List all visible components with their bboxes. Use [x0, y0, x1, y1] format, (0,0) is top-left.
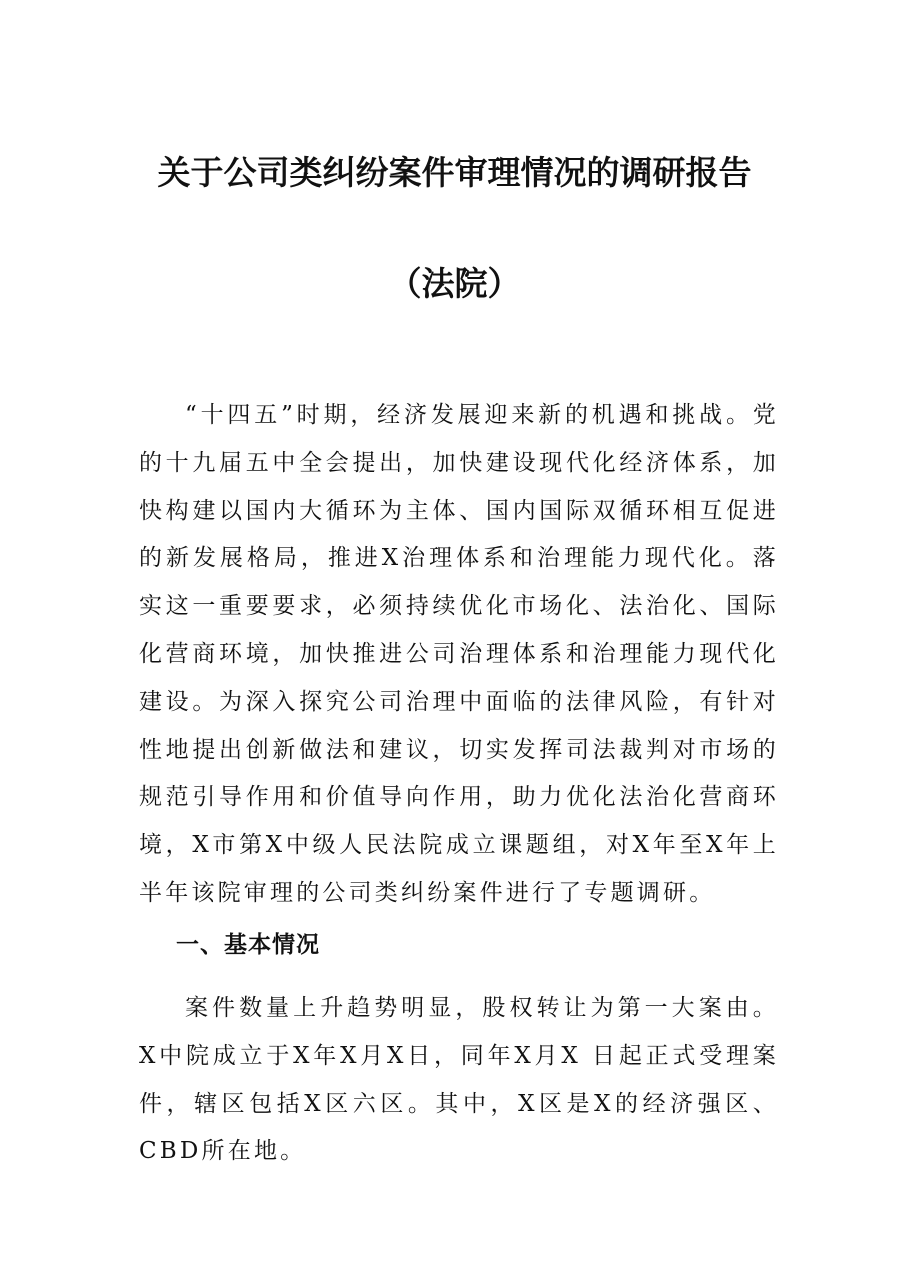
- document-subtitle: （法院）: [388, 264, 521, 303]
- section-heading-basic-situation: 一、基本情况: [176, 931, 320, 958]
- body-paragraph-intro: “十四五”时期，经济发展迎来新的机遇和挑战。党的十九届五中全会提出，加快建设现代化经济体系，加快构建以国内大循环为主体、国内国际双循环相互促进的新发展格局，推进X治理体系和治理能力现代化。落实这一重要要求，必须持续优化市场化、法治化、国际化营商环境，加快推进公司治理体系和治理能力现代化建设。为深入探究公司治理中面临的法律风险，有针对性地提出创新做法和建议，切实发挥司法裁判对市场的规范引导作用和价值导向作用，助力优化法治化营商环境，X市第X中级人民法院成立课题组，对X年至X年上半年该院审理的公司类纠纷案件进行了专题调研。: [139, 402, 779, 906]
- body-paragraph-case-numbers: 案件数量上升趋势明显，股权转让为第一大案由。X中院成立于X年X月X日，同年X月X 日起正式受理案件，辖区包括X区六区。其中，X区是X的经济强区、CBD所在地。: [139, 995, 779, 1165]
- document-title: 关于公司类纠纷案件审理情况的调研报告: [157, 153, 752, 192]
